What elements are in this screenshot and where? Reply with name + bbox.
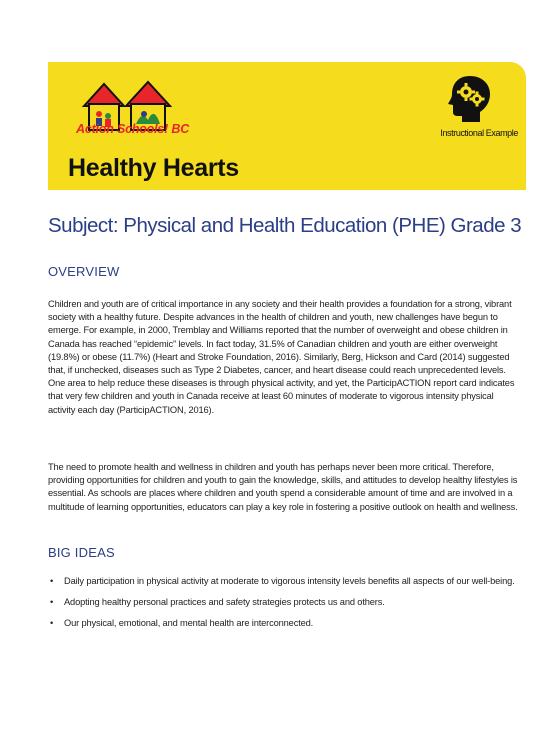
bullet-icon: •: [50, 576, 54, 586]
list-item: [48, 617, 518, 630]
action-schools-logo: [80, 76, 180, 148]
big-idea-text: Daily participation in physical activity at moderate to vigorous intensity levels benefits all aspects of our well-being.: [64, 576, 515, 586]
subject-heading: Subject: Physical and Health Education (PHE) Grade 3: [48, 214, 522, 237]
head-gears-icon: [444, 72, 496, 124]
overview-paragraph-1: Children and youth are of critical importance in any society and their health provides a foundation for a strong, vibrant society with a healthy future. Despite advances in the health of children and youth, new challenges have begun to emerge. For example, in 2000, Tremblay and Williams reported that the number of overweight and obese children in Canada has reached “epidemic” levels. In fact today, 31.5% of Canadian children and youth are either overweight (19.8%) or obese (11.7%) (Heart and Stroke Foundation, 2016). Similarly, Berg, Hickson and Card (2014) suggested that, if unchecked, diseases such as Type 2 Diabetes, cancer, and heart disease could reach unprecedented levels. One area to help reduce these diseases is through physical activity, and yet, the ParticipACTION report card indicates that very few children and youth in Canada receive at least 60 minutes of moderate to vigorous intensity physical activity each day (ParticipACTION, 2016).: [48, 299, 515, 415]
logo-wordmark: [76, 122, 189, 136]
overview-paragraph-2: The need to promote health and wellness in children and youth has perhaps never been more critical. Therefore, providing opportunities for children and youth to gain the knowledge, skills, and attitudes to develop healthy lifestyles is essential. As schools are places where children and youth spend a considerable amount of time and are involved in a multitude of learning opportunities, educators can play a key role in fostering a positive outlook on health and wellness.: [48, 462, 518, 512]
overview-heading: OVERVIEW: [48, 264, 120, 279]
header-banner: [48, 62, 526, 190]
page-title: Healthy Hearts: [68, 154, 239, 182]
instructional-example-badge: Instructional Example: [440, 128, 518, 138]
houses-logo-icon: [80, 76, 180, 148]
bullet-icon: •: [50, 597, 54, 608]
list-item: [48, 596, 518, 609]
big-idea-text: Adopting healthy personal practices and safety strategies protects us and others.: [64, 597, 385, 608]
logo-wordmark-text: Action Schools! BC: [76, 122, 190, 136]
big-ideas-list: [48, 575, 518, 639]
big-idea-text: Our physical, emotional, and mental health are interconnected.: [64, 618, 314, 629]
list-item: [48, 575, 518, 588]
bullet-icon: •: [50, 618, 54, 629]
big-ideas-heading: BIG IDEAS: [48, 545, 115, 560]
